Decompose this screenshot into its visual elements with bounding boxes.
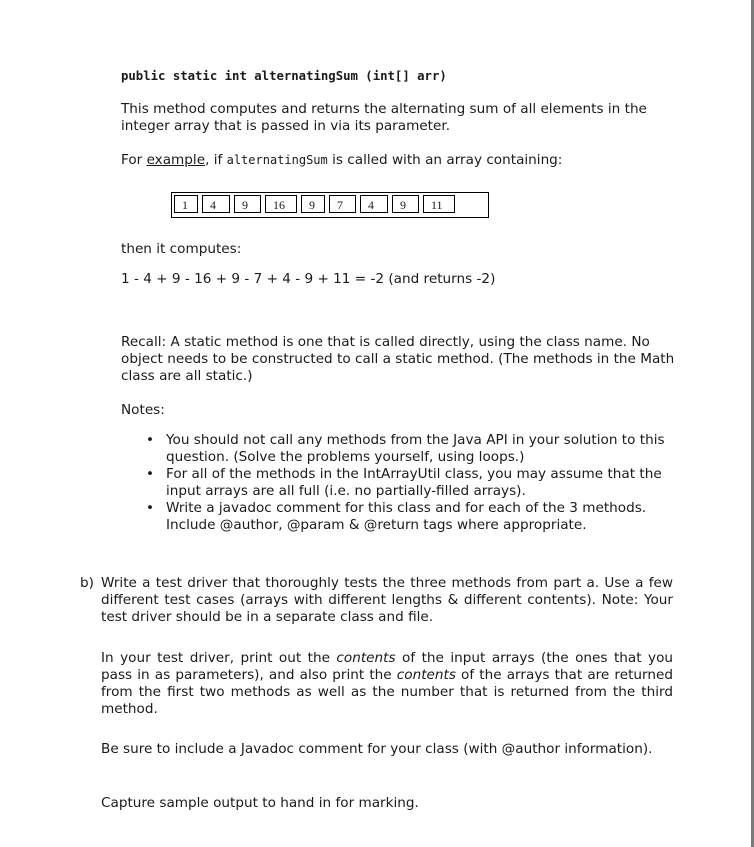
example-prefix: For	[121, 152, 147, 168]
example-link[interactable]: example	[146, 152, 206, 168]
note-item: • For all of the methods in the IntArrayUtil class, you may assume that the input arrays are all full (i.e. no partially-filled arrays).	[146, 466, 662, 499]
notes-list	[146, 432, 678, 534]
array-cell: 4	[360, 195, 388, 213]
example-mid: , if	[205, 152, 227, 168]
array-cell: 11	[423, 195, 455, 213]
array-cell: 9	[234, 195, 261, 213]
recall-paragraph: Recall: A static method is one that is called directly, using the class name. No object needs to be constructed to call a static method. (The methods in the Math class are all static.)	[121, 334, 675, 384]
array-cell: 1	[174, 195, 198, 213]
method-description: This method computes and returns the alternating sum of all elements in the integer array that is passed in via its parameter.	[121, 101, 647, 134]
array-cell: 9	[392, 195, 419, 213]
array-cell: 4	[202, 195, 230, 213]
array-cell: 7	[329, 195, 356, 213]
example-array	[174, 195, 459, 215]
part-b-javadoc: Be sure to include a Javadoc comment for your class (with @author information).	[101, 741, 653, 757]
note-item: • You should not call any methods from the Java API in your solution to this question. (Solve the problems yourself, using loops.)	[146, 432, 665, 465]
bullet-icon: •	[146, 432, 155, 448]
notes-label: Notes:	[121, 402, 165, 418]
example-line	[121, 152, 681, 169]
note-item: • Write a javadoc comment for this class and for each of the 3 methods. Include @author, @param & @return tags where appropriate.	[146, 500, 647, 533]
array-cell: 16	[265, 195, 297, 213]
part-b-label: b)	[80, 575, 94, 591]
method-signature: public static int alternatingSum (int[] arr)	[121, 69, 447, 83]
array-cell: 9	[301, 195, 325, 213]
computation-expression: 1 - 4 + 9 - 16 + 9 - 7 + 4 - 9 + 11 = -2 (and returns -2)	[121, 271, 496, 287]
bullet-icon: •	[146, 466, 155, 482]
example-method-name: alternatingSum	[226, 153, 328, 167]
example-suffix: is called with an array containing:	[327, 152, 563, 168]
computes-label: then it computes:	[121, 241, 242, 257]
part-b-intro: Write a test driver that thoroughly tests the three methods from part a. Use a few different test cases (arrays with different lengths & different contents). Note: Your test driver should be in a separate class and file.	[101, 575, 673, 625]
bullet-icon: •	[146, 500, 155, 516]
part-b-capture: Capture sample output to hand in for marking.	[101, 795, 419, 811]
part-b-print-instructions: In your test driver, print out the contents of the input arrays (the ones that you pass in as parameters), and also print the contents of the arrays that are returned from the first two methods as well as the number that is returned from the third method.	[101, 650, 674, 717]
